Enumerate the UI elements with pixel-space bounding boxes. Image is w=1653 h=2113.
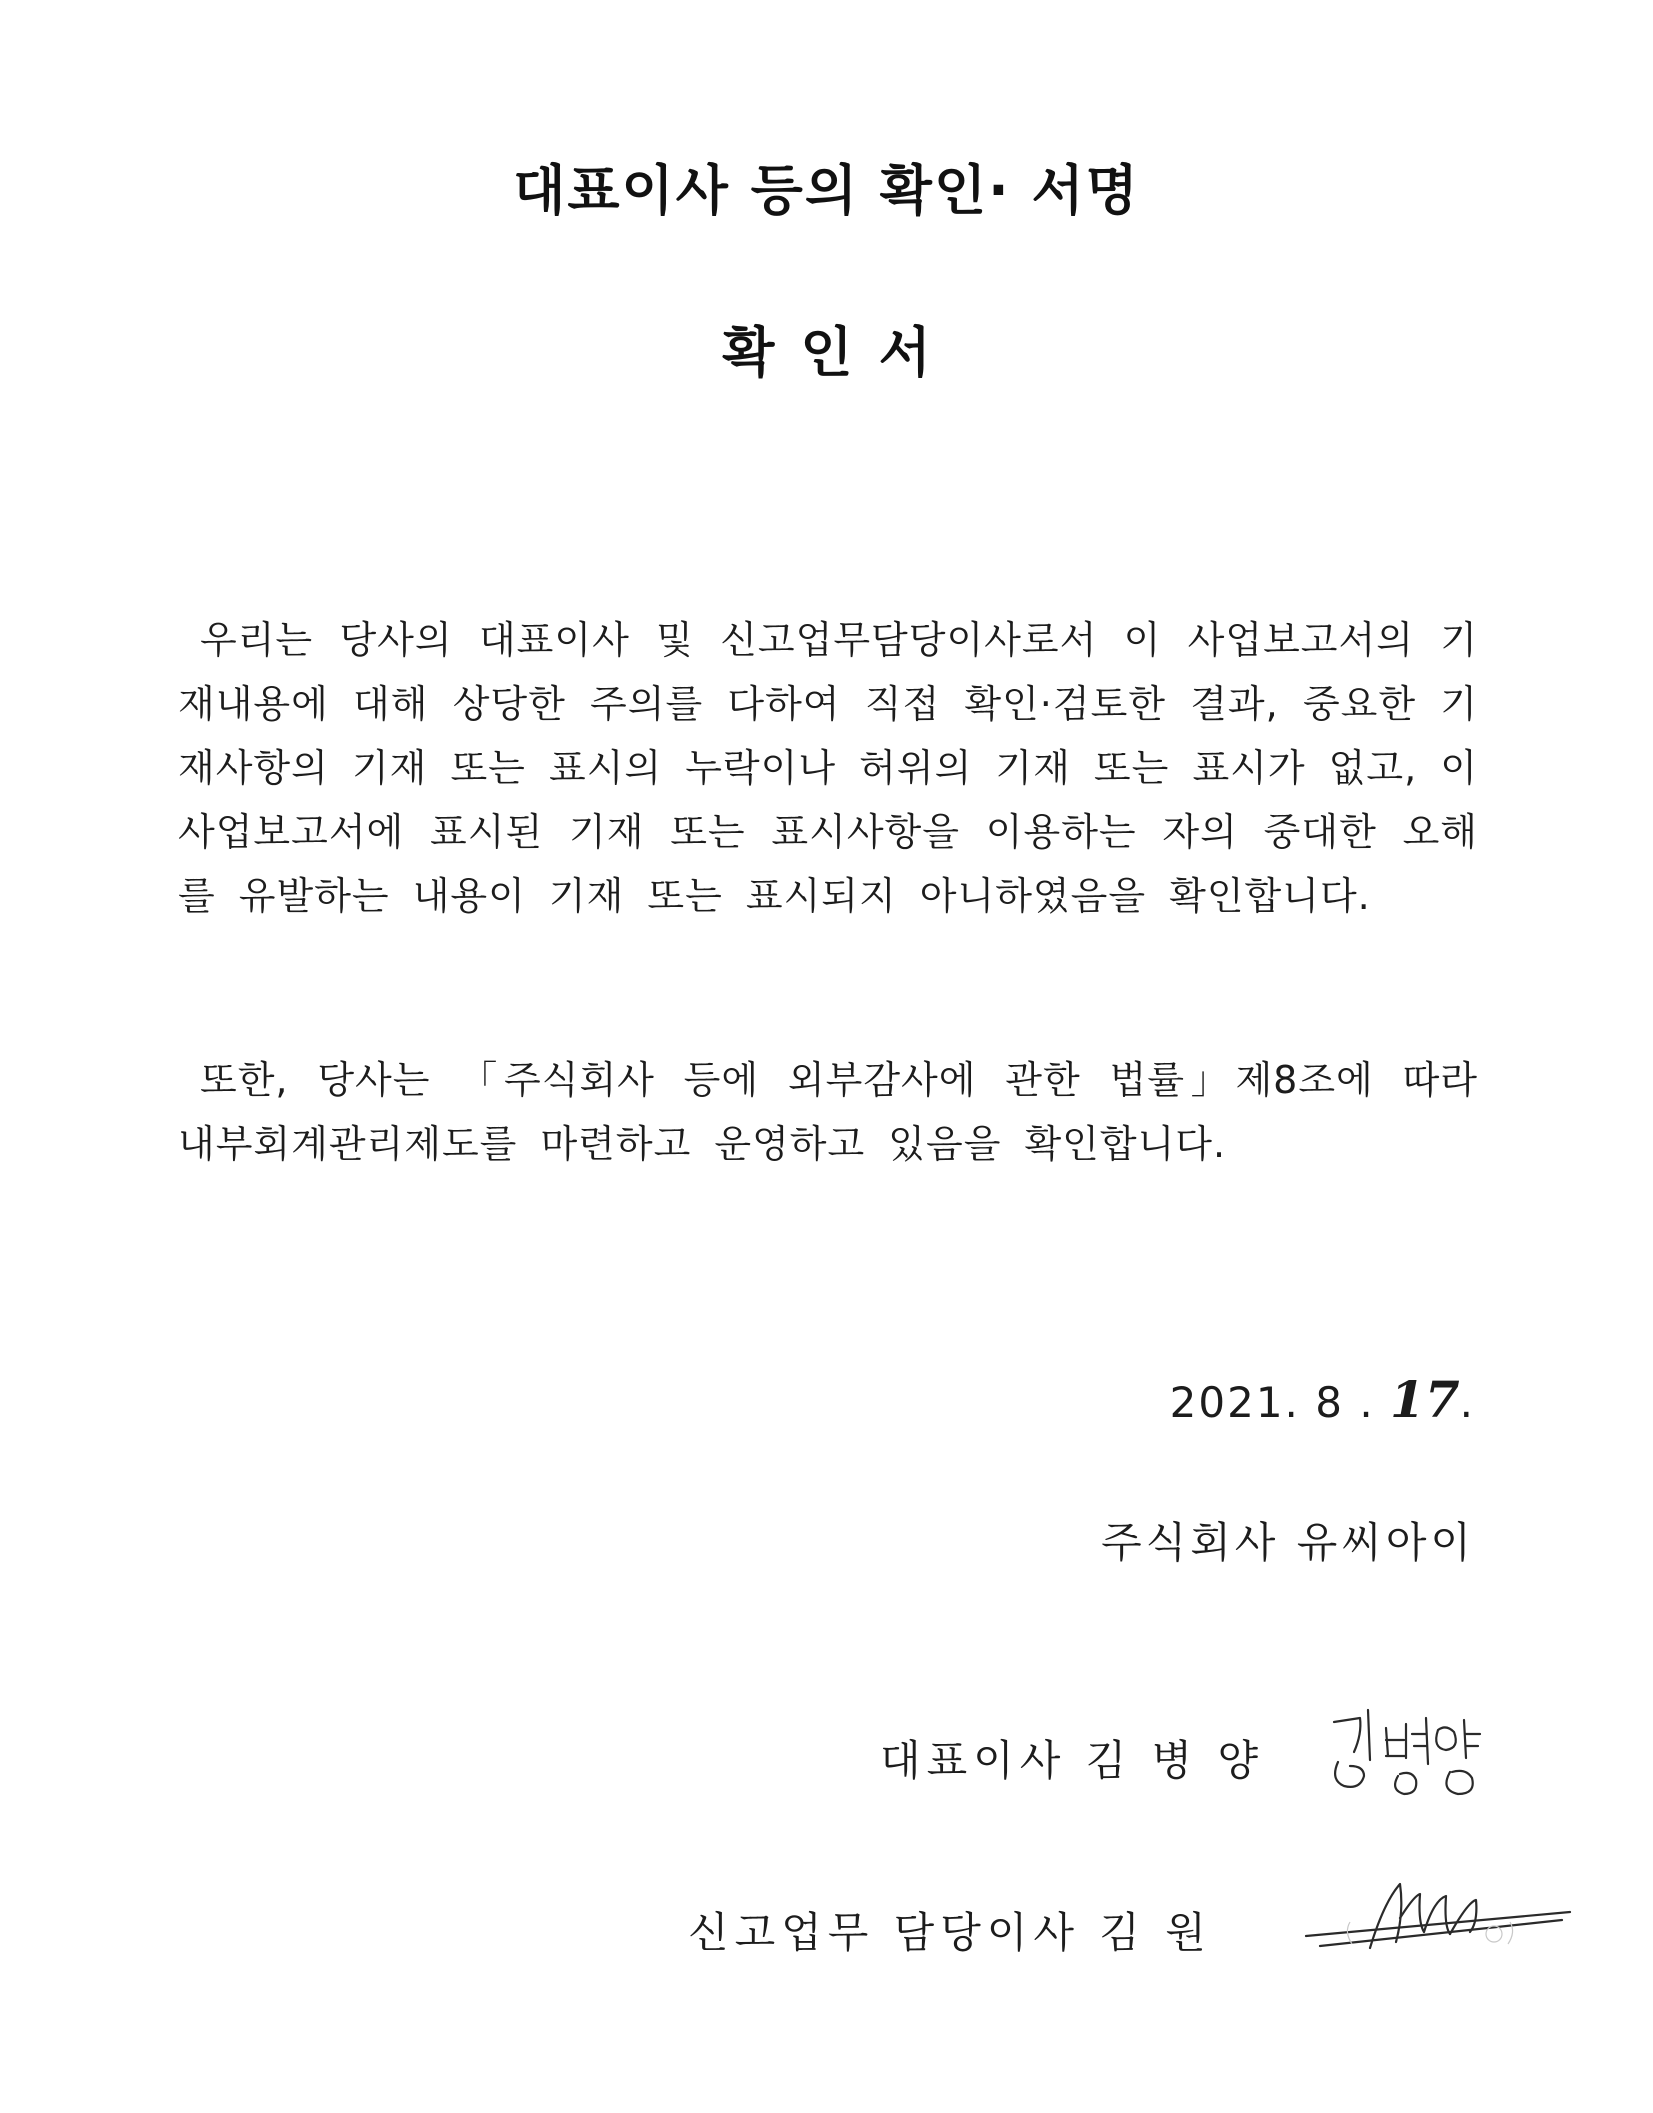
date-day-handwritten: 17 (1390, 1370, 1460, 1429)
paragraph1-text: 우리는 당사의 대표이사 및 신고업무담당이사로서 이 사업보고서의 기재내용에 대해 상당한 주의를 다하여 직접 확인·검토한 결과, 중요한 기재사항의 기재 또는 표시의 누락이나 허위의 기재 또는 표시가 없고, 이 사업보고서에 표시된 기재 또는 표시사항을 이용하는 자의 중대한 오해를 유발하는 내용이 기재 또는 표시되지 아니하였음을 확인합니다. (178, 618, 1478, 918)
document-subtitle: 확인서 (722, 321, 957, 384)
paragraph2-text: 또한, 당사는 「주식회사 등에 외부감사에 관한 법률」제8조에 따라 내부회계관리제도를 마련하고 운영하고 있음을 확인합니다. (178, 1058, 1478, 1166)
document-title: 대표이사 등의 확인· 서명 (513, 159, 1140, 222)
internal-control-paragraph (178, 1048, 1478, 1176)
reporting-director-signature (1300, 1872, 1580, 1972)
document-date (1170, 1370, 1475, 1429)
confirmation-paragraph (178, 608, 1478, 928)
date-suffix: . (1459, 1378, 1475, 1427)
date-prefix: 2021. 8 . (1169, 1378, 1375, 1427)
ceo-signature (1320, 1700, 1500, 1800)
company-name: 주식회사 유씨아이 (1101, 1518, 1475, 1567)
reporting-director-signatory-line: 신고업무 담당이사 김 원 (688, 1908, 1212, 1957)
ceo-signatory-line: 대표이사 김 병 양 (880, 1736, 1265, 1785)
